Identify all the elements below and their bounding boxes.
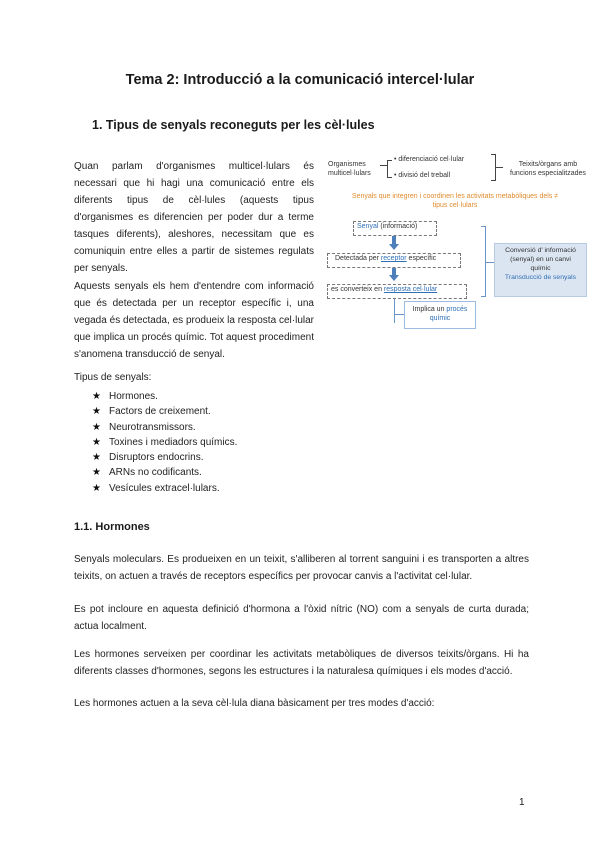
- signals-paragraph: Aquests senyals els hem d'entendre com informació que és detectada per un receptor específic i, una vegada és detectada, es produeix la resposta cel·lular que implica un procés químic. Tot aquest procediment s'anomena transducció de senyal.: [74, 281, 314, 360]
- intro-paragraph: Quan parlam d'organismes multicel·lulars és necessari que hi hagi una comunicació entre els diferents tipus de cèl·lules (aquests tipus d'organismes es diferencien per poder dur a terme tasques diferents), aleshores, necessitam que es comuniquin entre elles a partir de sistemes regulats per senyals.: [74, 161, 314, 274]
- bullet-differentiation: • diferenciació cel·lular: [394, 156, 465, 163]
- section-heading: 1. Tipus de senyals reconeguts per les cèl·lules: [92, 118, 375, 132]
- bullet-division: • divisió del treball: [394, 172, 451, 179]
- transduction-box: Conversió d' informació (senyal) en un canvi químic Transducció de senyals: [494, 243, 587, 297]
- star-icon: ★: [92, 391, 101, 402]
- star-icon: ★: [92, 467, 101, 479]
- subsection-heading: 1.1. Hormones: [74, 521, 150, 533]
- page-title: Tema 2: Introducció a la comunicació intercel·lular: [125, 72, 475, 88]
- list-item: ★ ARNs no codificants.: [92, 465, 237, 480]
- list-item: ★ Factors de creixement.: [92, 404, 237, 419]
- hormones-paragraph-1: Senyals moleculars. Es produeixen en un teixit, s'alliberen al torrent sanguini i es transporten a altres teixits, on actuen a través de receptors específics per provocar canvis a l'activitat cel·lular.: [74, 554, 529, 582]
- star-icon: ★: [92, 436, 101, 448]
- teixits-label: Teixits/òrgans amb funcions especialitzades: [510, 161, 586, 177]
- list-item: ★ Hormones.: [92, 389, 237, 404]
- star-icon: ★: [92, 406, 101, 418]
- star-icon: ★: [92, 452, 101, 464]
- list-item: ★ Disruptors endocrins.: [92, 450, 237, 465]
- list-item: ★ Toxines i mediadors químics.: [92, 435, 237, 450]
- star-icon: ★: [92, 421, 101, 433]
- page-number: 1: [519, 797, 525, 808]
- receptor-box: Detectada per receptor específic: [335, 255, 437, 262]
- types-label: Tipus de senyals:: [74, 372, 152, 383]
- hormones-paragraph-3: Les hormones serveixen per coordinar les activitats metabòliques de diversos teixits/òrgans. Hi ha diferents classes d'hormones, segons les estructures i la naturalesa químiques i els modes d'acció.: [74, 649, 529, 677]
- hormones-paragraph-4: Les hormones actuen a la seva cèl·lula diana bàsicament per tres modes d'acció:: [74, 698, 435, 709]
- list-item: ★ Neurotransmissors.: [92, 420, 237, 435]
- response-box: es converteix en resposta cel·lular: [331, 286, 438, 293]
- coordination-note: Senyals que integren i coordinen les activitats metabòliques dels ≠ tipus cel·lulars: [351, 193, 559, 209]
- list-item: ★ Vesícules extracel·lulars.: [92, 481, 237, 496]
- organismes-label: Organismes multicel·lulars: [328, 161, 371, 177]
- hormones-paragraph-2: Es pot incloure en aquesta definició d'hormona a l'òxid nítric (NO) com a senyals de curta durada; actua localment.: [74, 604, 529, 632]
- signal-transduction-diagram: [325, 150, 590, 350]
- signal-box: Senyal (informació): [357, 223, 418, 230]
- chemical-process-box: Implica un procés químic: [412, 306, 468, 322]
- star-icon: ★: [92, 482, 101, 494]
- signal-types-list: [92, 389, 237, 496]
